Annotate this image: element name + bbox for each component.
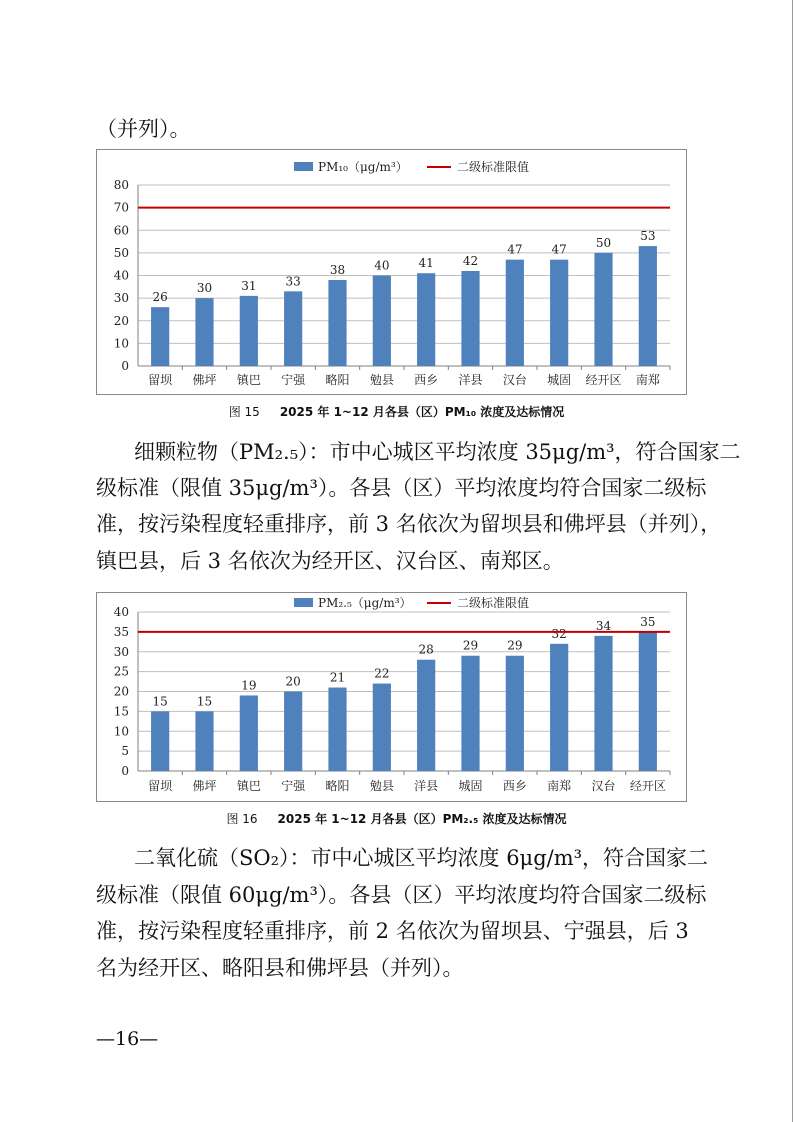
pm10-data-label: 53 bbox=[640, 229, 656, 244]
pm25-paragraph-line-4: 镇巴县，后 3 名依次为经开区、汉台区、南郑区。 bbox=[96, 549, 564, 573]
pm10-y-tick-label: 70 bbox=[113, 200, 129, 215]
pm25-paragraph-line-1: 细颗粒物（PM₂.₅）：市中心城区平均浓度 35μg/m³，符合国家二 bbox=[134, 440, 741, 464]
pm25-x-tick-label: 略阳 bbox=[325, 779, 350, 793]
pm25-data-label: 35 bbox=[640, 614, 656, 629]
pm25-bar bbox=[594, 636, 612, 771]
figure-15-text: 2025 年 1~12 月各县（区）PM₁₀ 浓度及达标情况 bbox=[279, 405, 565, 419]
figure-16-text: 2025 年 1~12 月各县（区）PM₂.₅ 浓度及达标情况 bbox=[277, 812, 567, 826]
pm25-x-tick-label: 洋县 bbox=[414, 779, 439, 793]
pm10-x-tick-label: 经开区 bbox=[585, 373, 622, 387]
pm10-x-tick-label: 佛坪 bbox=[192, 373, 217, 387]
pm25-x-tick-label: 宁强 bbox=[281, 779, 306, 793]
pm25-bar bbox=[240, 695, 258, 771]
pm25-x-tick-label: 留坝 bbox=[148, 779, 173, 793]
pm25-bar bbox=[550, 644, 568, 771]
pm10-data-label: 40 bbox=[374, 258, 390, 273]
pm25-y-tick-label: 30 bbox=[113, 644, 129, 659]
pm25-bar bbox=[151, 711, 169, 771]
pm10-data-label: 26 bbox=[152, 290, 168, 305]
so2-paragraph-line-1: 二氧化硫（SO₂）：市中心城区平均浓度 6μg/m³，符合国家二 bbox=[134, 846, 709, 870]
pm25-y-tick-label: 25 bbox=[113, 664, 129, 679]
page-number: —16— bbox=[96, 1028, 159, 1050]
pm10-y-tick-label: 80 bbox=[113, 178, 129, 192]
pm10-x-tick-label: 汉台 bbox=[502, 373, 527, 387]
pm25-data-label: 28 bbox=[418, 642, 434, 657]
pm25-bar bbox=[328, 688, 346, 771]
pm25-paragraph-line-3: 准，按污染程度轻重排序，前 3 名依次为留坝县和佛坪县（并列）， bbox=[96, 512, 722, 536]
pm10-data-label: 47 bbox=[551, 242, 567, 257]
pm10-bar bbox=[151, 307, 169, 366]
pm25-bar bbox=[461, 656, 479, 771]
pm10-legend-series-label: PM₁₀（μg/m³） bbox=[318, 160, 408, 174]
pm10-x-tick-label: 宁强 bbox=[281, 373, 306, 387]
so2-paragraph-line-3: 准，按污染程度轻重排序，前 2 名依次为留坝县、宁强县，后 3 bbox=[96, 919, 689, 943]
pm25-bar bbox=[506, 656, 524, 771]
pm10-bar bbox=[550, 260, 568, 366]
pm25-data-label: 21 bbox=[329, 670, 346, 685]
pm25-x-tick-label: 南郑 bbox=[547, 779, 572, 793]
pm25-data-label: 29 bbox=[462, 638, 479, 653]
pm10-y-tick-label: 0 bbox=[121, 359, 129, 373]
pm10-legend-bar-swatch bbox=[294, 162, 313, 171]
pm25-x-tick-label: 佛坪 bbox=[192, 779, 217, 793]
pm10-bar bbox=[594, 253, 612, 366]
pm10-data-label: 30 bbox=[196, 281, 213, 296]
figure-15-caption bbox=[0, 403, 793, 420]
so2-paragraph-line-2: 级标准（限值 60μg/m³）。各县（区）平均浓度均符合国家二级标 bbox=[96, 883, 707, 907]
pm10-legend-limit-label: 二级标准限值 bbox=[457, 160, 530, 174]
pm10-data-label: 41 bbox=[418, 256, 434, 271]
pm10-data-label: 50 bbox=[595, 235, 612, 250]
pm10-bar bbox=[506, 260, 524, 366]
pm25-x-tick-label: 汉台 bbox=[591, 779, 616, 793]
pm25-bar bbox=[284, 692, 302, 772]
pm10-y-tick-label: 40 bbox=[113, 268, 129, 283]
pm10-y-tick-label: 10 bbox=[113, 336, 129, 351]
pm10-data-label: 38 bbox=[329, 263, 346, 278]
pm10-bar-chart bbox=[97, 150, 686, 394]
pm10-y-tick-label: 50 bbox=[113, 245, 129, 260]
pm25-data-label: 15 bbox=[196, 694, 213, 709]
pm10-x-tick-label: 勉县 bbox=[369, 373, 394, 387]
pm10-bar bbox=[240, 296, 258, 366]
pm25-y-tick-label: 40 bbox=[113, 605, 129, 619]
pm10-data-label: 31 bbox=[241, 278, 257, 293]
pm10-y-tick-label: 60 bbox=[113, 223, 129, 238]
pm25-data-label: 15 bbox=[152, 694, 168, 709]
pm25-data-label: 20 bbox=[285, 674, 301, 689]
pm25-bar bbox=[195, 711, 213, 771]
pm25-paragraph-line-2: 级标准（限值 35μg/m³）。各县（区）平均浓度均符合国家二级标 bbox=[96, 476, 707, 500]
pm10-bar bbox=[284, 291, 302, 366]
pm25-bar-chart bbox=[97, 593, 686, 801]
figure-16-number: 图 16 bbox=[226, 812, 258, 826]
pm10-y-tick-label: 20 bbox=[113, 313, 129, 328]
pm10-bar bbox=[328, 280, 346, 366]
pm10-data-label: 47 bbox=[507, 242, 523, 257]
pm25-data-label: 34 bbox=[595, 618, 612, 633]
figure-16-caption bbox=[0, 810, 793, 827]
pm10-x-tick-label: 洋县 bbox=[458, 373, 483, 387]
pm25-y-tick-label: 15 bbox=[113, 704, 129, 719]
pm25-legend-series-label: PM₂.₅（μg/m³） bbox=[318, 596, 412, 610]
pm10-x-tick-label: 南郑 bbox=[635, 373, 660, 387]
paragraph-top-line: （并列）。 bbox=[96, 117, 191, 141]
pm10-chart-frame bbox=[96, 149, 687, 395]
pm25-x-tick-label: 西乡 bbox=[502, 779, 527, 793]
pm25-x-tick-label: 经开区 bbox=[629, 779, 666, 793]
pm10-x-tick-label: 略阳 bbox=[325, 373, 350, 387]
figure-15-number: 图 15 bbox=[228, 405, 260, 419]
pm25-data-label: 22 bbox=[374, 666, 390, 681]
pm25-x-tick-label: 勉县 bbox=[369, 779, 394, 793]
pm10-bar bbox=[195, 298, 213, 366]
pm25-y-tick-label: 0 bbox=[121, 764, 129, 778]
pm10-x-tick-label: 城固 bbox=[547, 373, 572, 387]
pm10-bar bbox=[461, 271, 479, 366]
pm25-y-tick-label: 10 bbox=[113, 724, 129, 739]
pm25-data-label: 29 bbox=[507, 638, 523, 653]
pm25-y-tick-label: 5 bbox=[121, 744, 129, 759]
pm10-x-tick-label: 留坝 bbox=[148, 373, 173, 387]
pm25-data-label: 32 bbox=[551, 626, 567, 641]
pm10-x-tick-label: 镇巴 bbox=[236, 373, 261, 387]
pm25-bar bbox=[373, 684, 391, 771]
pm25-legend-limit-label: 二级标准限值 bbox=[457, 596, 530, 610]
so2-paragraph-line-4: 名为经开区、略阳县和佛坪县（并列）。 bbox=[96, 956, 464, 980]
pm25-chart-frame bbox=[96, 592, 687, 802]
pm25-data-label: 19 bbox=[241, 678, 257, 693]
pm25-bar bbox=[639, 632, 657, 771]
pm25-y-tick-label: 20 bbox=[113, 684, 129, 699]
pm10-x-tick-label: 西乡 bbox=[414, 373, 439, 387]
pm10-bar bbox=[417, 273, 435, 366]
pm25-y-tick-label: 35 bbox=[113, 624, 129, 639]
pm10-bar bbox=[639, 246, 657, 366]
pm10-y-tick-label: 30 bbox=[113, 291, 129, 306]
pm25-x-tick-label: 镇巴 bbox=[236, 779, 261, 793]
pm10-data-label: 33 bbox=[285, 274, 301, 289]
pm25-bar bbox=[417, 660, 435, 771]
pm25-x-tick-label: 城固 bbox=[458, 779, 483, 793]
pm25-legend-bar-swatch bbox=[294, 598, 313, 607]
pm10-bar bbox=[373, 276, 391, 367]
pm10-data-label: 42 bbox=[462, 253, 479, 268]
